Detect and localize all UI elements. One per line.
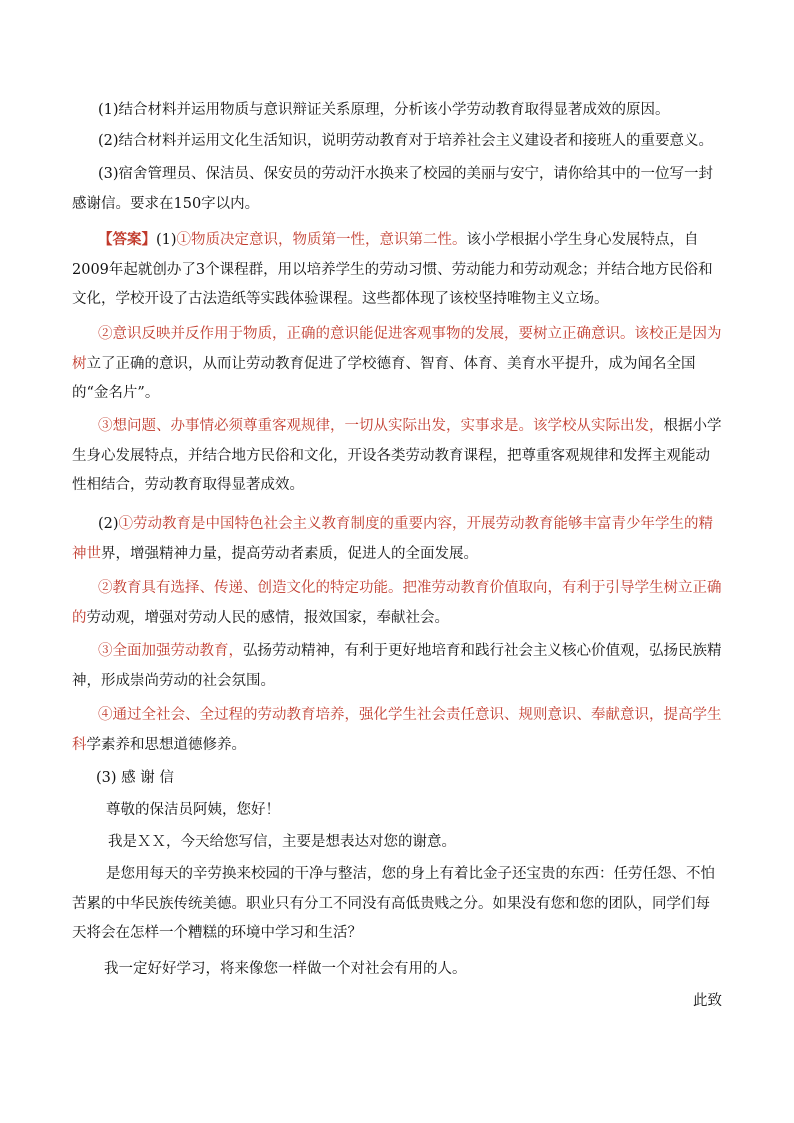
answer-1-point-1 — [72, 225, 722, 315]
letter-paragraph-3 — [104, 955, 754, 985]
answer-2-3-key: ③全面加强劳动教育， — [98, 643, 243, 659]
answer-2-3-text: 弘扬劳动精神，有利于更好地培育和践行社会主义核心价值观，弘扬民族精神，形成崇尚劳动的社会氛围。 — [72, 643, 722, 689]
question-3-text: (3)宿舍管理员、保洁员、保安员的劳动汗水换来了校园的美丽与安宁，请你给其中的一位写一封感谢信。要求在150字以内。 — [72, 166, 714, 212]
answer-1-lead: (1) — [156, 232, 177, 248]
answer-2-point-3 — [72, 637, 722, 696]
answer-1-3-text: 根据小学生身心发展特点，并结合地方民俗和文化，开设各类劳动教育课程，把尊重客观规律和发挥主观能动性相结合，劳动教育取得显著成效。 — [72, 418, 722, 493]
answer-2-4-key: ④通过全社会、全过程的劳动教育培养，强化学生社会责任意识、规则意识、奉献意识，提高学生科 — [72, 707, 722, 753]
answer-2-1-text: 界，增强精神力量，提高劳动者素质，促进人的全面发展。 — [101, 545, 478, 562]
letter-title-text: (3) 感 谢 信 — [96, 770, 174, 786]
answer-1-1-key: ①物质决定意识，物质第一性，意识第二性。 — [176, 232, 467, 248]
question-2 — [72, 127, 722, 157]
answer-1-2-key: ②意识反映并反作用于物质，正确的意识能促进客观事物的发展，要树立正确意识。该校正是因为树 — [72, 326, 722, 372]
letter-paragraph-1-text: 我是ＸＸ，今天给您写信，主要是想表达对您的谢意。 — [108, 834, 456, 850]
question-1 — [72, 96, 722, 126]
answer-2-lead: (2) — [98, 516, 119, 532]
answer-2-2-text: 劳动观，增强对劳动人民的感情，报效国家，奉献社会。 — [86, 609, 449, 626]
letter-closing — [72, 987, 722, 1017]
question-1-text: (1)结合材料并运用物质与意识辩证关系原理，分析该小学劳动教育取得显著成效的原因。 — [98, 102, 670, 118]
letter-paragraph-1 — [108, 828, 758, 858]
letter-paragraph-2-text: 是您用每天的辛劳换来校园的干净与整洁，您的身上有着比金子还宝贵的东西：任劳任怨、不怕苦累的中华民族传统美德。职业只有分工不同没有高低贵贱之分。如果没有您和您的团队，同学们每天将会在怎样一个糟糕的环境中学习和生活？ — [72, 866, 715, 941]
letter-closing-text: 此致 — [693, 993, 722, 1009]
answer-1-3-key: ③想问题、办事情必须尊重客观规律，一切从实际出发，实事求是。该学校从实际出发， — [98, 418, 664, 434]
answer-2-4-text: 学素养和思想道德修养。 — [86, 736, 246, 753]
answer-2-1-key: ①劳动教育是中国特色社会主义教育制度的重要内容，开展劳动教育能够丰富青少年学生的精神世 — [72, 516, 714, 562]
letter-paragraph-3-text: 我一定好好学习，将来像您一样做一个对社会有用的人。 — [104, 961, 467, 977]
answer-1-point-2 — [72, 320, 722, 409]
answer-2-point-4 — [72, 701, 722, 760]
question-3 — [72, 160, 722, 219]
answer-2-point-1 — [72, 510, 722, 569]
answer-2-point-2 — [72, 574, 722, 633]
answer-1-1-text: 该小学根据小学生身心发展特点，自2009年起就创办了3个课程群，用以培养学生的劳动习惯、劳动能力和劳动观念；并结合地方民俗和文化，学校开设了古法造纸等实践体验课程。这些都体现了该校坚持唯物主义立场。 — [72, 232, 713, 307]
letter-paragraph-2 — [72, 860, 722, 949]
answer-1-point-3 — [72, 412, 722, 501]
letter-salutation-text: 尊敬的保洁员阿姨，您好！ — [106, 802, 280, 818]
answer-1-2-text: 立了正确的意识，从而让劳动教育促进了学校德育、智育、体育、美育水平提升，成为闻名全国的“金名片”。 — [72, 355, 696, 401]
letter-salutation — [106, 796, 756, 826]
letter-title — [96, 764, 746, 794]
answer-tag: 【答案】 — [98, 231, 156, 248]
answer-2-2-key: ②教育具有选择、传递、创造文化的特定功能。把准劳动教育价值取向，有利于引导学生树立正确的 — [72, 580, 722, 626]
question-2-text: (2)结合材料并运用文化生活知识，说明劳动教育对于培养社会主义建设者和接班人的重要意义。 — [98, 133, 714, 149]
